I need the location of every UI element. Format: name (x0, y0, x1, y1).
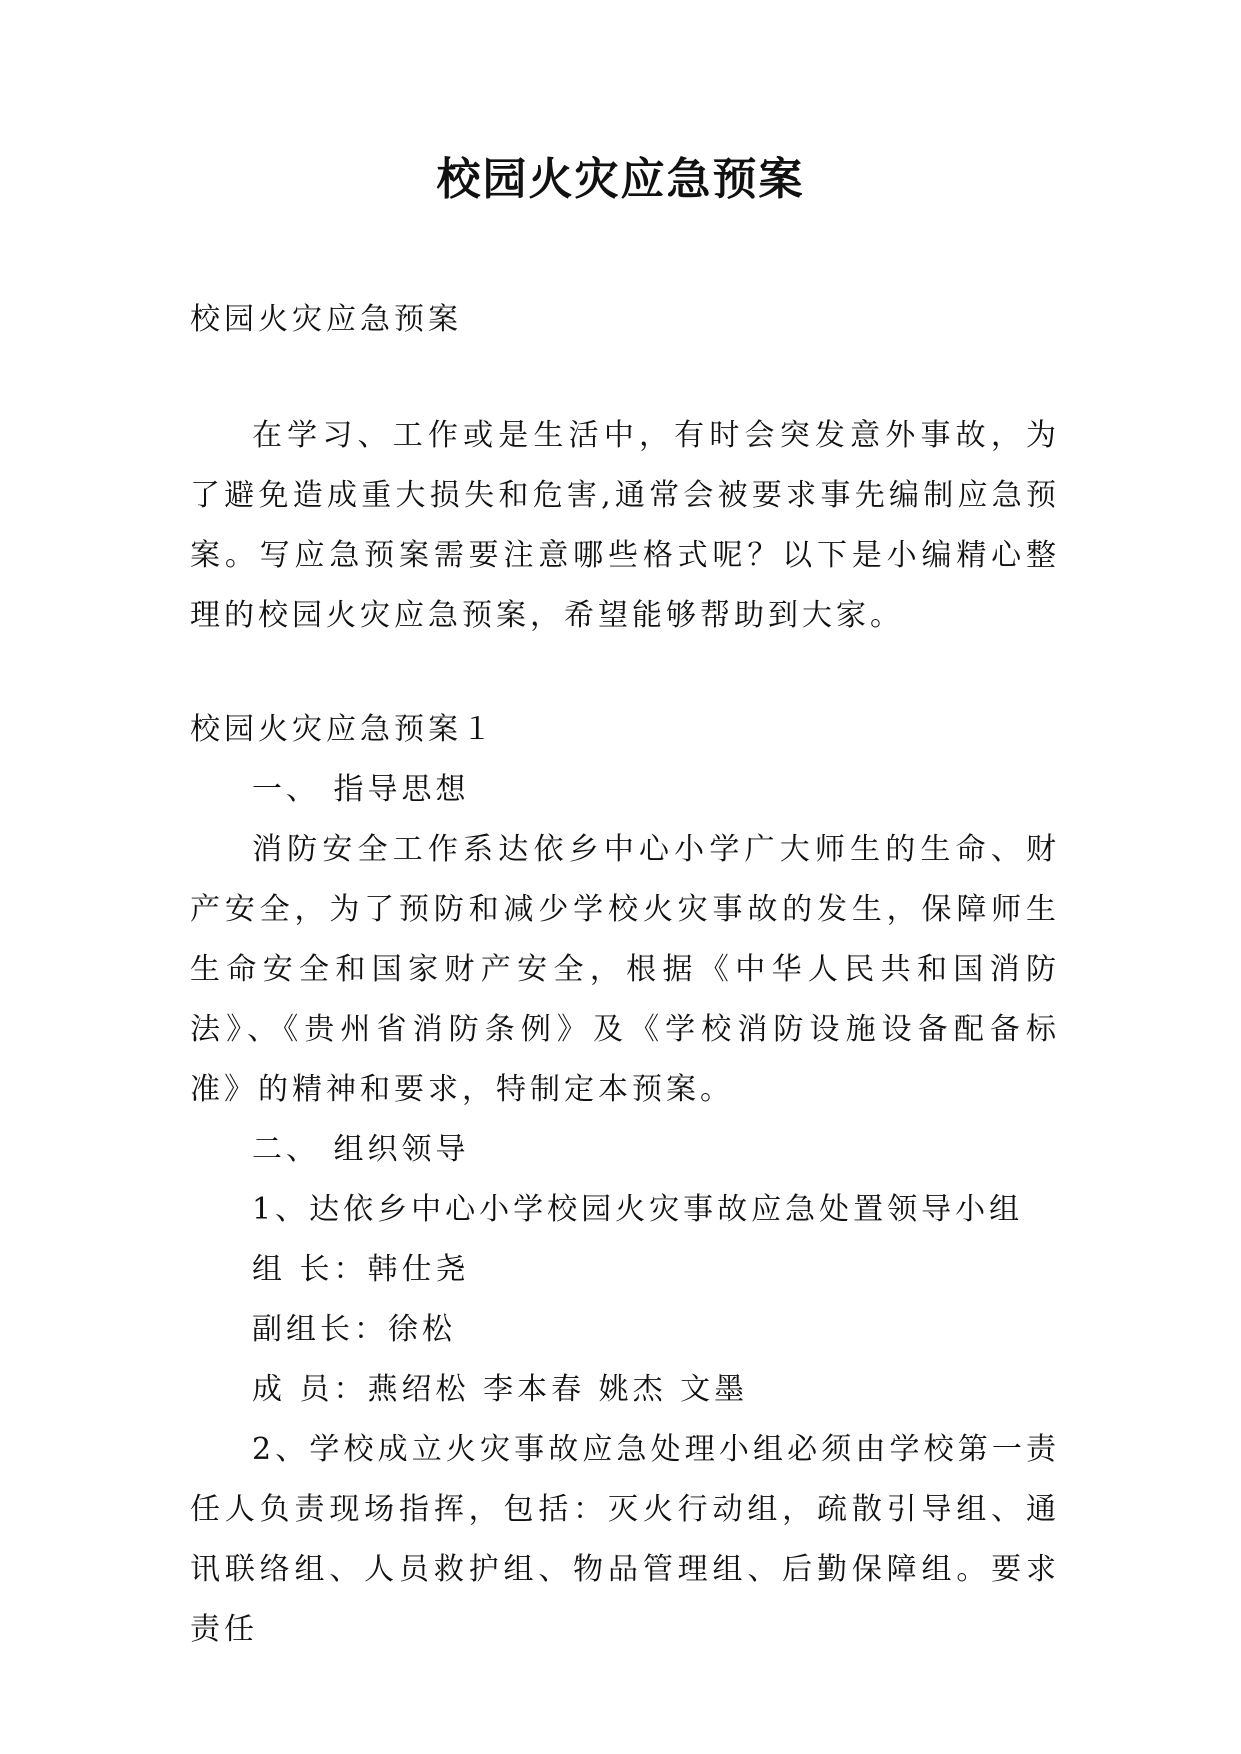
document-title: 校园火灾应急预案 (436, 154, 805, 205)
list-item-response-team: 2、学校成立火灾事故应急处理小组必须由学校第一责任人负责现场指挥，包括：灭火行动组，疏散引导组、通讯联络组、人员救护组、物品管理组、后勤保障组。要求责任 (190, 1432, 1060, 1647)
section-title: 校园火灾应急预案１ (190, 712, 496, 747)
heading-organization: 二、 组织领导 (252, 1132, 470, 1167)
document-subtitle: 校园火灾应急预案 (190, 302, 462, 337)
document-body (190, 290, 1060, 1660)
list-item-leading-group: 1、达依乡中心小学校园火灾事故应急处置领导小组 (252, 1192, 1024, 1227)
group-members: 成 员：燕绍松 李本春 姚杰 文墨 (252, 1372, 749, 1407)
guiding-ideology-paragraph: 消防安全工作系达依乡中心小学广大师生的生命、财产安全，为了预防和减少学校火灾事故的发生，保障师生生命安全和国家财产安全，根据《中华人民共和国消防法》、《贵州省消防条例》及《学校消防设施设备配备标准》的精神和要求，特制定本预案。 (190, 832, 1060, 1107)
spacer (190, 646, 1060, 700)
deputy-leader: 副组长：徐松 (252, 1312, 456, 1347)
group-leader: 组 长：韩仕尧 (252, 1252, 470, 1287)
spacer (190, 350, 1060, 406)
intro-paragraph: 在学习、工作或是生活中，有时会突发意外事故，为了避免造成重大损失和危害,通常会被要求事先编制应急预案。写应急预案需要注意哪些格式呢？以下是小编精心整理的校园火灾应急预案，希望能够帮助到大家。 (190, 418, 1060, 633)
heading-guiding-ideology: 一、 指导思想 (252, 772, 470, 807)
